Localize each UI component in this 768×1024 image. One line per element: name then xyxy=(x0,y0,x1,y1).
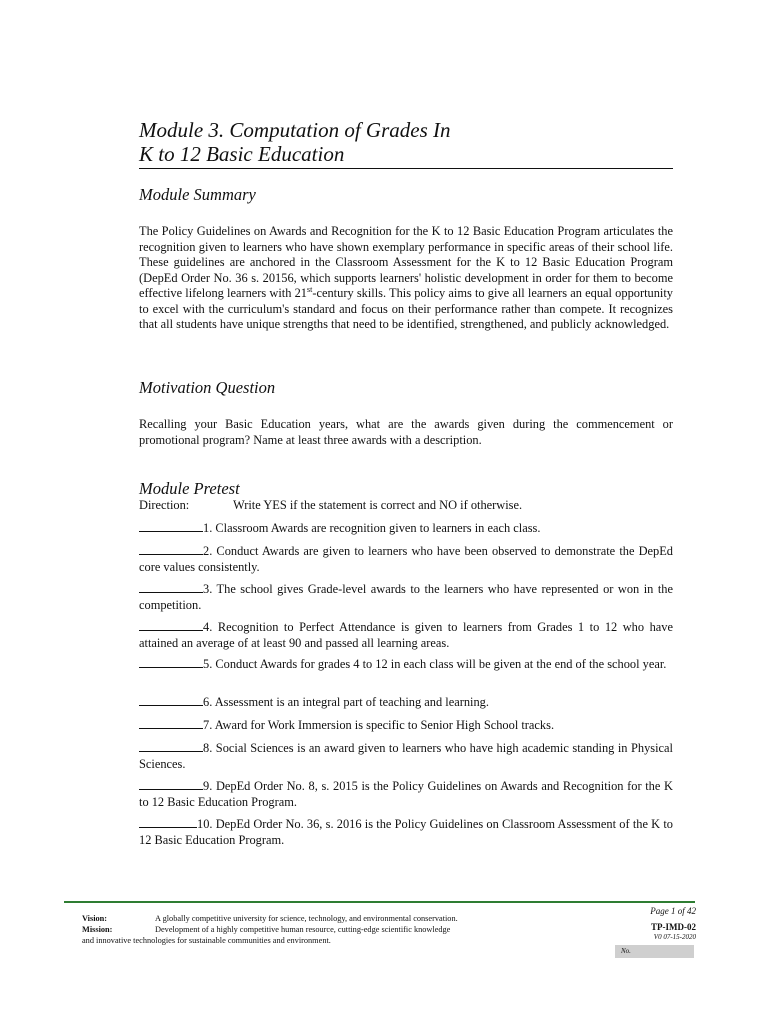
vision-label: Vision: xyxy=(82,914,108,923)
pretest-item xyxy=(139,718,673,734)
direction-text: Write YES if the statement is correct and NO if otherwise. xyxy=(233,498,523,512)
module-title-line-1: Module 3. Computation of Grades In xyxy=(139,118,451,142)
direction-label: Direction: xyxy=(139,498,190,512)
pretest-item xyxy=(139,544,673,575)
document-code: TP-IMD-02 xyxy=(651,922,696,932)
page-number: Page 1 of 42 xyxy=(650,906,696,916)
module-summary-heading: Module Summary xyxy=(139,185,256,204)
vision-row xyxy=(82,913,552,924)
mission-continuation: and innovative technologies for sustainable communities and environment. xyxy=(82,936,331,945)
module-title xyxy=(139,118,673,169)
pretest-item xyxy=(139,620,673,651)
summary-text-part-2: -century skills. This policy aims to give all learners an equal opportunity to excel with the curriculum's standard and focus on their performance rather than compete. It recognizes that all students have unique strengths that need to be identified, strengthened, and publicly acknowledged. xyxy=(139,286,673,331)
pretest-item-text: 6. Assessment is an integral part of teaching and learning. xyxy=(203,695,489,709)
mission-label: Mission: xyxy=(82,925,113,934)
pretest-item xyxy=(139,779,673,810)
pretest-item-text: 3. The school gives Grade-level awards to the learners who have represented or won in the competition. xyxy=(139,582,673,612)
pretest-direction xyxy=(139,498,673,513)
document-version: V0 07-15-2020 xyxy=(653,933,696,941)
summary-superscript: st xyxy=(307,284,313,294)
footer-divider xyxy=(64,901,695,903)
answer-blank[interactable] xyxy=(139,817,197,828)
module-title-line-2: K to 12 Basic Education xyxy=(139,142,345,166)
summary-text-part-1: The Policy Guidelines on Awards and Recognition for the K to 12 Basic Education Program articulates the recognition given to learners who have shown exemplary performance in specific areas of their school life. These guidelines are anchored in the Classroom Assessment for the K to 12 Basic Education Program (DepEd Order No. 36 s. 20156, which supports learners' holistic development in order for them to become effective lifelong learners with 21 xyxy=(139,224,673,300)
motivation-question-text: Recalling your Basic Education years, what are the awards given during the commencement or promotional program? Name at least three awards with a description. xyxy=(139,417,673,447)
answer-blank[interactable] xyxy=(139,657,203,668)
module-summary-text xyxy=(139,224,673,333)
pretest-item-text: 9. DepEd Order No. 8, s. 2015 is the Policy Guidelines on Awards and Recognition for the K to 12 Basic Education Program. xyxy=(139,779,673,809)
module-pretest-heading: Module Pretest xyxy=(139,479,240,498)
answer-blank[interactable] xyxy=(139,741,203,752)
answer-blank[interactable] xyxy=(139,718,203,729)
footer-page-info xyxy=(612,906,696,958)
pretest-item xyxy=(139,741,673,772)
pretest-item-text: 2. Conduct Awards are given to learners who have been observed to demonstrate the DepEd core values consistently. xyxy=(139,544,673,574)
mission-text: Development of a highly competitive human resource, cutting-edge scientific knowledge xyxy=(155,925,451,934)
answer-blank[interactable] xyxy=(139,779,203,790)
pretest-item-text: 8. Social Sciences is an award given to learners who have high academic standing in Physical Sciences. xyxy=(139,741,673,771)
control-number-box: No. xyxy=(615,945,694,958)
footer-vision-mission xyxy=(82,913,552,946)
vision-text: A globally competitive university for science, technology, and environmental conservation. xyxy=(155,914,458,923)
pretest-item-text: 10. DepEd Order No. 36, s. 2016 is the Policy Guidelines on Classroom Assessment of the K to 12 Basic Education Program. xyxy=(139,817,673,847)
pretest-item-text: 5. Conduct Awards for grades 4 to 12 in each class will be given at the end of the school year. xyxy=(203,657,667,671)
motivation-question-heading: Motivation Question xyxy=(139,378,276,397)
pretest-item xyxy=(139,582,673,613)
answer-blank[interactable] xyxy=(139,695,203,706)
pretest-item-text: 7. Award for Work Immersion is specific to Senior High School tracks. xyxy=(203,718,555,732)
answer-blank[interactable] xyxy=(139,521,203,532)
answer-blank[interactable] xyxy=(139,582,203,593)
answer-blank[interactable] xyxy=(139,620,203,631)
pretest-item xyxy=(139,521,673,537)
pretest-item xyxy=(139,817,673,848)
answer-blank[interactable] xyxy=(139,544,203,555)
pretest-item-text: 4. Recognition to Perfect Attendance is given to learners from Grades 1 to 12 who have attained an average of at least 90 and passed all learning areas. xyxy=(139,620,673,650)
mission-row xyxy=(82,924,552,935)
pretest-item xyxy=(139,695,673,711)
pretest-item-text: 1. Classroom Awards are recognition given to learners in each class. xyxy=(203,521,541,535)
pretest-item xyxy=(139,657,673,673)
